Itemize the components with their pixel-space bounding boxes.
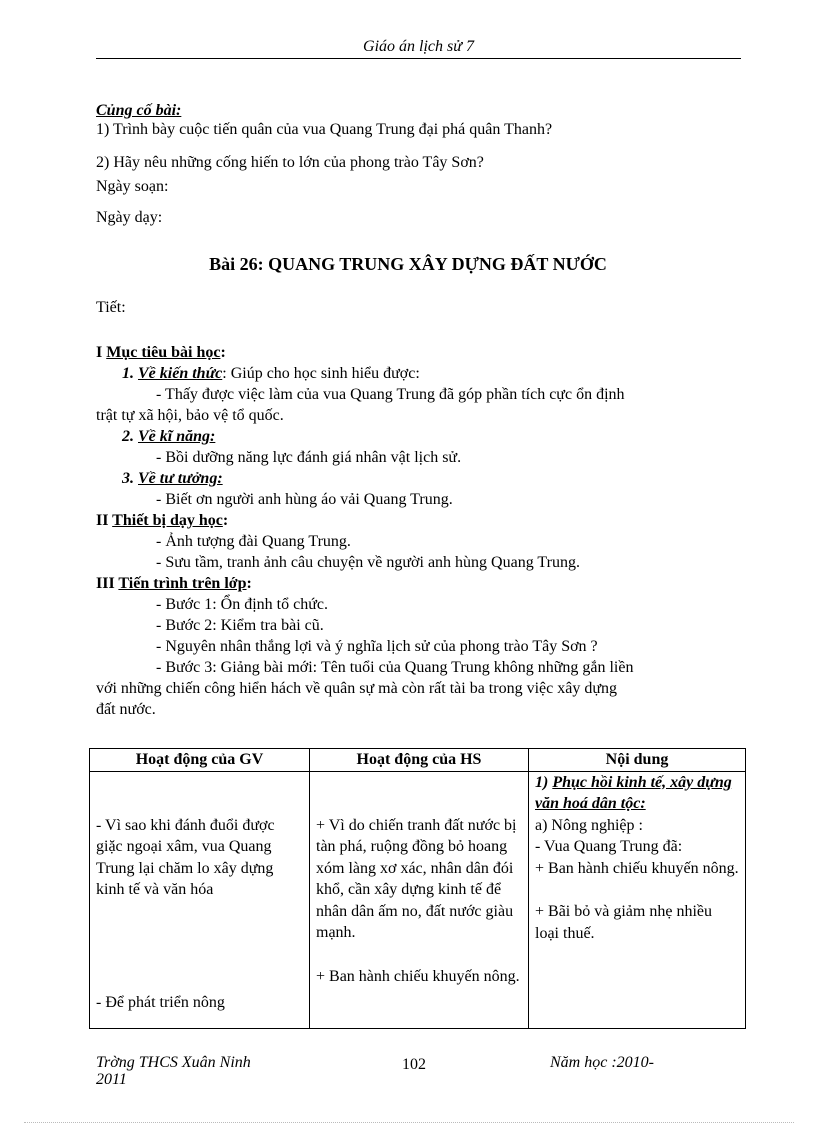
lesson-title: Bài 26: QUANG TRUNG XÂY DỰNG ĐẤT NƯỚC: [209, 254, 607, 274]
activity-table: [89, 748, 746, 1029]
page-header: [96, 36, 741, 59]
knowledge-label: Về kiến thức: [138, 365, 223, 382]
consolidation-heading: Củng cố bài:: [96, 102, 182, 119]
header-gv: Hoạt động của GV: [90, 749, 310, 772]
process-step-3-line-1: - Bước 3: Giảng bài mới: Tên tuổi của Quang Trung không những gắn liền: [156, 659, 634, 676]
hs-answer-1: + Vì do chiến tranh đất nước bị tàn phá, ruộng đồng bỏ hoang xóm làng xơ xác, nhân dân đói khổ, cần xây dựng kinh tế để nhân dân ấm no, đất nước giàu mạnh.: [316, 816, 517, 941]
content-line-1: - Vua Quang Trung đã:: [535, 838, 683, 855]
content-sub-a: a) Nông nghiệp :: [535, 816, 643, 834]
objectives-heading: I Mục tiêu bài học:: [96, 344, 226, 361]
teach-date: Ngày dạy:: [96, 209, 163, 226]
knowledge-line: 1. Về kiến thức: Giúp cho học sinh hiểu được:: [122, 365, 420, 382]
gv-question-2: - Để phát triển nông: [96, 993, 225, 1011]
knowledge-text-2: trật tự xã hội, bảo vệ tổ quốc.: [96, 407, 284, 424]
gv-cell: [90, 771, 310, 1028]
thought-line: 3. Về tư tưởng:: [122, 470, 223, 487]
footer-school: [96, 1054, 251, 1088]
thought-label: Về tư tưởng:: [138, 470, 223, 487]
skills-line: 2. Về kĩ năng:: [122, 428, 216, 445]
lesson-body: [96, 342, 736, 720]
lesson-period: Tiết:: [96, 299, 126, 316]
hs-answer-2: + Ban hành chiếu khuyến nông.: [316, 967, 520, 985]
gv-question-1: - Vì sao khi đánh đuổi được giặc ngoại xâm, vua Quang Trung lại chăm lo xây dựng kinh tế và văn hóa: [96, 816, 275, 898]
content-heading-text: Phục hồi kinh tế, xây dựng văn hoá dân tộc:: [535, 773, 732, 812]
process-heading-text: Tiến trình trên lớp: [118, 575, 247, 592]
process-step-3-line-3: đất nước.: [96, 701, 156, 718]
skills-text: - Bồi dưỡng năng lực đánh giá nhân vật lịch sử.: [156, 449, 462, 466]
footer-school-line-1: Trờng THCS Xuân Ninh: [96, 1054, 251, 1071]
header-content: Nội dung: [529, 749, 746, 772]
thought-text: - Biết ơn người anh hùng áo vải Quang Trung.: [156, 491, 453, 508]
equipment-item-2: - Sưu tầm, tranh ảnh câu chuyện về người anh hùng Quang Trung.: [156, 554, 580, 571]
equipment-heading: II Thiết bị dạy học:: [96, 512, 229, 529]
consolidation-question-2: 2) Hãy nêu những cống hiến to lớn của phong trào Tây Sơn?: [96, 154, 484, 171]
skills-label: Về kĩ năng:: [138, 428, 216, 445]
consolidation-question-1: 1) Trình bày cuộc tiến quân của vua Quang Trung đại phá quân Thanh?: [96, 121, 553, 138]
equipment-heading-text: Thiết bị dạy học: [112, 512, 223, 529]
footer-page-number: 102: [402, 1056, 426, 1073]
content-line-2: + Ban hành chiếu khuyến nông.: [535, 859, 739, 877]
header-hs: Hoạt động của HS: [310, 749, 529, 772]
process-step-3-line-2: với những chiến công hiển hách về quân sự mà còn rất tài ba trong việc xây dựng: [96, 680, 617, 697]
content-heading: 1) Phục hồi kinh tế, xây dựng văn hoá dân tộc:: [535, 773, 732, 812]
consolidation-section: [96, 100, 756, 228]
objectives-heading-text: Mục tiêu bài học: [106, 344, 221, 361]
knowledge-text-1: - Thấy được việc làm của vua Quang Trung đã góp phần tích cực ổn định: [156, 386, 625, 403]
content-line-3: + Bãi bỏ và giảm nhẹ nhiều loại thuế.: [535, 903, 712, 942]
prep-date: Ngày soạn:: [96, 178, 169, 195]
equipment-item-1: - Ảnh tượng đài Quang Trung.: [156, 533, 351, 550]
process-step-1: - Bước 1: Ổn định tổ chức.: [156, 596, 328, 613]
process-heading: III Tiến trình trên lớp:: [96, 575, 252, 592]
table-row: [90, 771, 746, 1028]
content-cell: [529, 771, 746, 1028]
footer-school-line-2: 2011: [96, 1071, 127, 1088]
process-step-2: - Bước 2: Kiểm tra bài cũ.: [156, 617, 324, 634]
table-header-row: [90, 749, 746, 772]
header-title: Giáo án lịch sử 7: [363, 38, 474, 55]
process-question: - Nguyên nhân thắng lợi và ý nghĩa lịch sử của phong trào Tây Sơn ?: [156, 638, 598, 655]
hs-cell: [310, 771, 529, 1028]
footer-year: Năm học :2010-: [550, 1054, 654, 1071]
